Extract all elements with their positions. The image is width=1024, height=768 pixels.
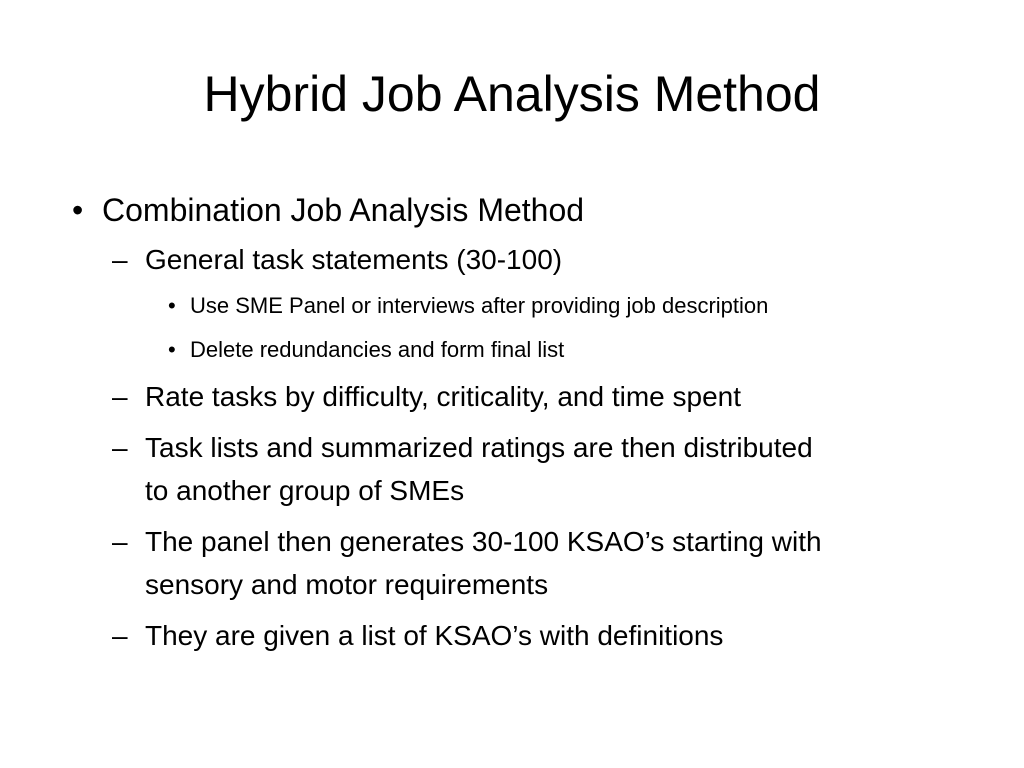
list-item [72, 333, 972, 367]
list-item-text: Rate tasks by difficulty, criticality, and time spent [145, 381, 742, 412]
bullet-dot-icon: • [72, 192, 84, 228]
list-item-text-continuation: to another group of SMEs [145, 475, 465, 506]
list-item-text: Use SME Panel or interviews after providing job description [190, 293, 769, 318]
list-item-text: Combination Job Analysis Method [102, 192, 585, 228]
list-item [72, 614, 972, 657]
list-item-text: They are given a list of KSAO’s with definitions [145, 620, 724, 651]
bullet-dash-icon: – [112, 244, 128, 275]
bullet-list [72, 186, 972, 657]
list-item [72, 289, 972, 323]
list-item [72, 520, 972, 606]
list-item-text: Task lists and summarized ratings are then distributed [145, 432, 813, 463]
list-item [72, 186, 972, 234]
list-item-text: The panel then generates 30-100 KSAO’s starting with [145, 526, 822, 557]
bullet-dash-icon: – [112, 381, 128, 412]
bullet-dash-icon: – [112, 526, 128, 557]
list-item [72, 375, 972, 418]
bullet-dot-icon: • [168, 337, 176, 362]
bullet-dash-icon: – [112, 432, 128, 463]
slide-title: Hybrid Job Analysis Method [203, 66, 821, 122]
bullet-dash-icon: – [112, 620, 128, 651]
list-item [72, 426, 972, 512]
list-item-text: General task statements (30-100) [145, 244, 563, 275]
list-item-text-continuation: sensory and motor requirements [145, 569, 549, 600]
bullet-dot-icon: • [168, 293, 176, 318]
list-item [72, 238, 972, 281]
list-item-text: Delete redundancies and form final list [190, 337, 565, 362]
